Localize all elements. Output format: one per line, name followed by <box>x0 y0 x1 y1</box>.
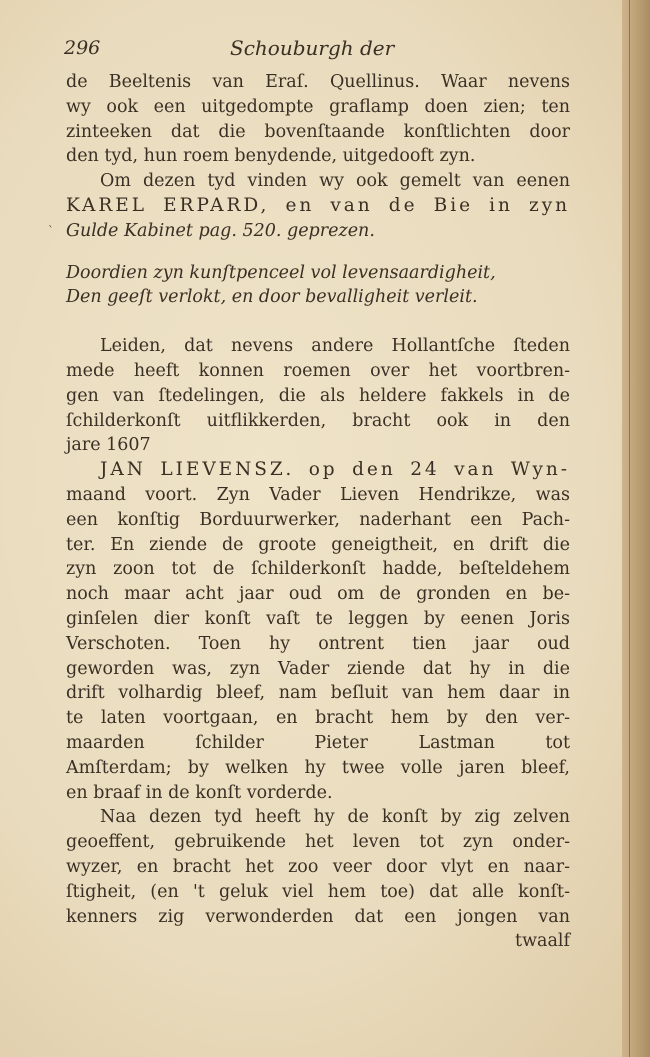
text-block <box>66 36 570 954</box>
text-line: de Beeltenis van Eraſ. Quellinus. Waar nevens <box>66 72 570 92</box>
text-line: zinteeken dat die bovenſtaande konſtlichten door <box>66 121 570 142</box>
text-line: een konſtig Borduurwerker, naderhant een Pach- <box>66 509 570 530</box>
text-line: mede heeft konnen roemen over het voortbren- <box>66 360 570 381</box>
spacer <box>66 244 570 261</box>
page-header <box>66 36 570 70</box>
text-line: ter. En ziende de groote geneigtheit, en drift die <box>66 534 570 555</box>
text-line: zyn zoon tot de ſchilderkonſt hadde, beſteldehem <box>66 559 570 580</box>
text-line: Leiden, dat nevens andere Hollantſche ſteden <box>100 336 570 357</box>
page-number: 296 <box>64 37 101 59</box>
text-line: ſtigheit, (en 't geluk viel hem toe) dat alle konſt- <box>66 881 570 902</box>
text-line: drift volhardig bleef, nam beſluit van hem daar in <box>66 683 570 704</box>
verse-line: Doordien zyn kunſtpenceel vol levensaardigheit, <box>66 262 496 283</box>
text-line: ſchilderkonſt uitflikkerden, bracht ook in den <box>66 410 570 431</box>
text-line: wy ook een uitgedompte graflamp doen zien; ten <box>66 96 570 117</box>
text-line: en braaf in de konſt vorderde. <box>66 782 333 803</box>
margin-mark: ˋ <box>48 224 54 238</box>
text-line: KAREL ERPARD, en van de Bie in zyn <box>66 194 570 216</box>
text-line: kenners zig verwonderden dat een jongen van <box>66 906 570 927</box>
text-line: Gulde Kabinet pag. 520. geprezen. <box>66 220 375 241</box>
text-line: geworden was, zyn Vader ziende dat hy in die <box>66 658 570 679</box>
text-line: Verschoten. Toen hy ontrent tien jaar oud <box>66 633 570 654</box>
text-line: den tyd, hun roem benydende, uitgedooft zyn. <box>66 146 476 167</box>
running-title: Schouburgh der <box>230 36 395 60</box>
text-line: jare 1607 <box>66 435 151 456</box>
text-line: wyzer, en bracht het zoo veer door vlyt en naar- <box>66 856 570 877</box>
text-line: Amſterdam; by welken hy twee volle jaren bleef, <box>66 757 570 778</box>
page-edge <box>622 0 650 1057</box>
page-edge-line <box>629 0 630 1057</box>
text-line: JAN LIEVENSZ. op den 24 van Wyn- <box>100 459 570 481</box>
spacer <box>66 310 570 334</box>
text-line: Naa dezen tyd heeft hy de konſt by zig zelven <box>100 807 570 828</box>
text-line: maarden ſchilder Pieter Lastman tot <box>66 732 570 753</box>
text-line: ginſelen dier konſt vaſt te leggen by eenen Joris <box>66 608 570 629</box>
verse-line: Den geeſt verlokt, en door bevalligheit verleit. <box>66 287 478 308</box>
text-line: geoeffent, gebruikende het leven tot zyn onder- <box>66 832 570 853</box>
text-line: te laten voortgaan, en bracht hem by den ver- <box>66 708 570 729</box>
text-line: noch maar acht jaar oud om de gronden en be- <box>66 584 570 605</box>
text-line: gen van ſtedelingen, die als heldere fakkels in de <box>66 385 570 406</box>
catchword: twaalf <box>515 931 570 952</box>
text-line: maand voort. Zyn Vader Lieven Hendrikze, was <box>66 484 570 505</box>
text-line: Om dezen tyd vinden wy ook gemelt van eenen <box>100 171 570 192</box>
